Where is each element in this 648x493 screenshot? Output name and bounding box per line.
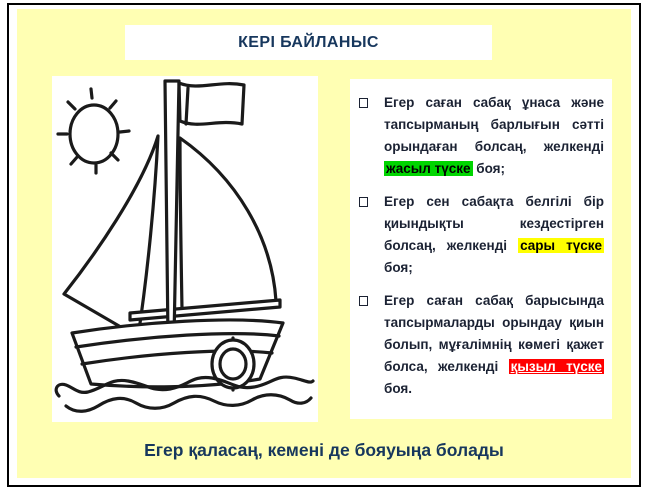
title-bar xyxy=(125,25,492,60)
feedback-list xyxy=(357,92,604,400)
feedback-item-2 xyxy=(357,191,604,279)
life-ring-icon xyxy=(212,338,254,390)
red-highlighted-text: қызыл түске xyxy=(510,359,603,374)
feedback-item-text: Егер сен сабақта белгілі бір қиындықты кездестірген болсаң, желкенді сары түске боя; xyxy=(384,194,604,275)
hollow-square-bullet-icon xyxy=(359,98,368,108)
yellow-highlighted-text: сары түске xyxy=(520,238,602,253)
sailboat-drawing-panel xyxy=(52,76,318,422)
mast xyxy=(165,81,179,338)
bottom-caption: Егер қаласаң, кемені де бояуыңа болады xyxy=(144,440,504,460)
feedback-item-3 xyxy=(357,290,604,400)
feedback-item-1 xyxy=(357,92,604,180)
flag xyxy=(179,83,244,124)
left-sail xyxy=(64,136,158,337)
feedback-instructions-panel xyxy=(350,79,612,419)
hollow-square-bullet-icon xyxy=(359,296,368,306)
sun-icon xyxy=(58,89,129,173)
page-title: КЕРІ БАЙЛАНЫС xyxy=(238,33,379,51)
hollow-square-bullet-icon xyxy=(359,197,368,207)
feedback-item-text: Егер саған сабақ барысында тапсырмаларды орындау қиын болып, мұғалімнің көмегі қажет болса, желкенді қызыл түске боя. xyxy=(384,293,604,396)
sailboat-coloring-drawing xyxy=(52,76,318,422)
green-highlighted-text: жасыл түске xyxy=(386,161,471,176)
feedback-item-text: Егер саған сабақ ұнаса және тапсырманың барлығын сәтті орындаған болсаң, желкенді жасыл түске боя; xyxy=(384,95,604,176)
right-sail xyxy=(180,138,276,309)
